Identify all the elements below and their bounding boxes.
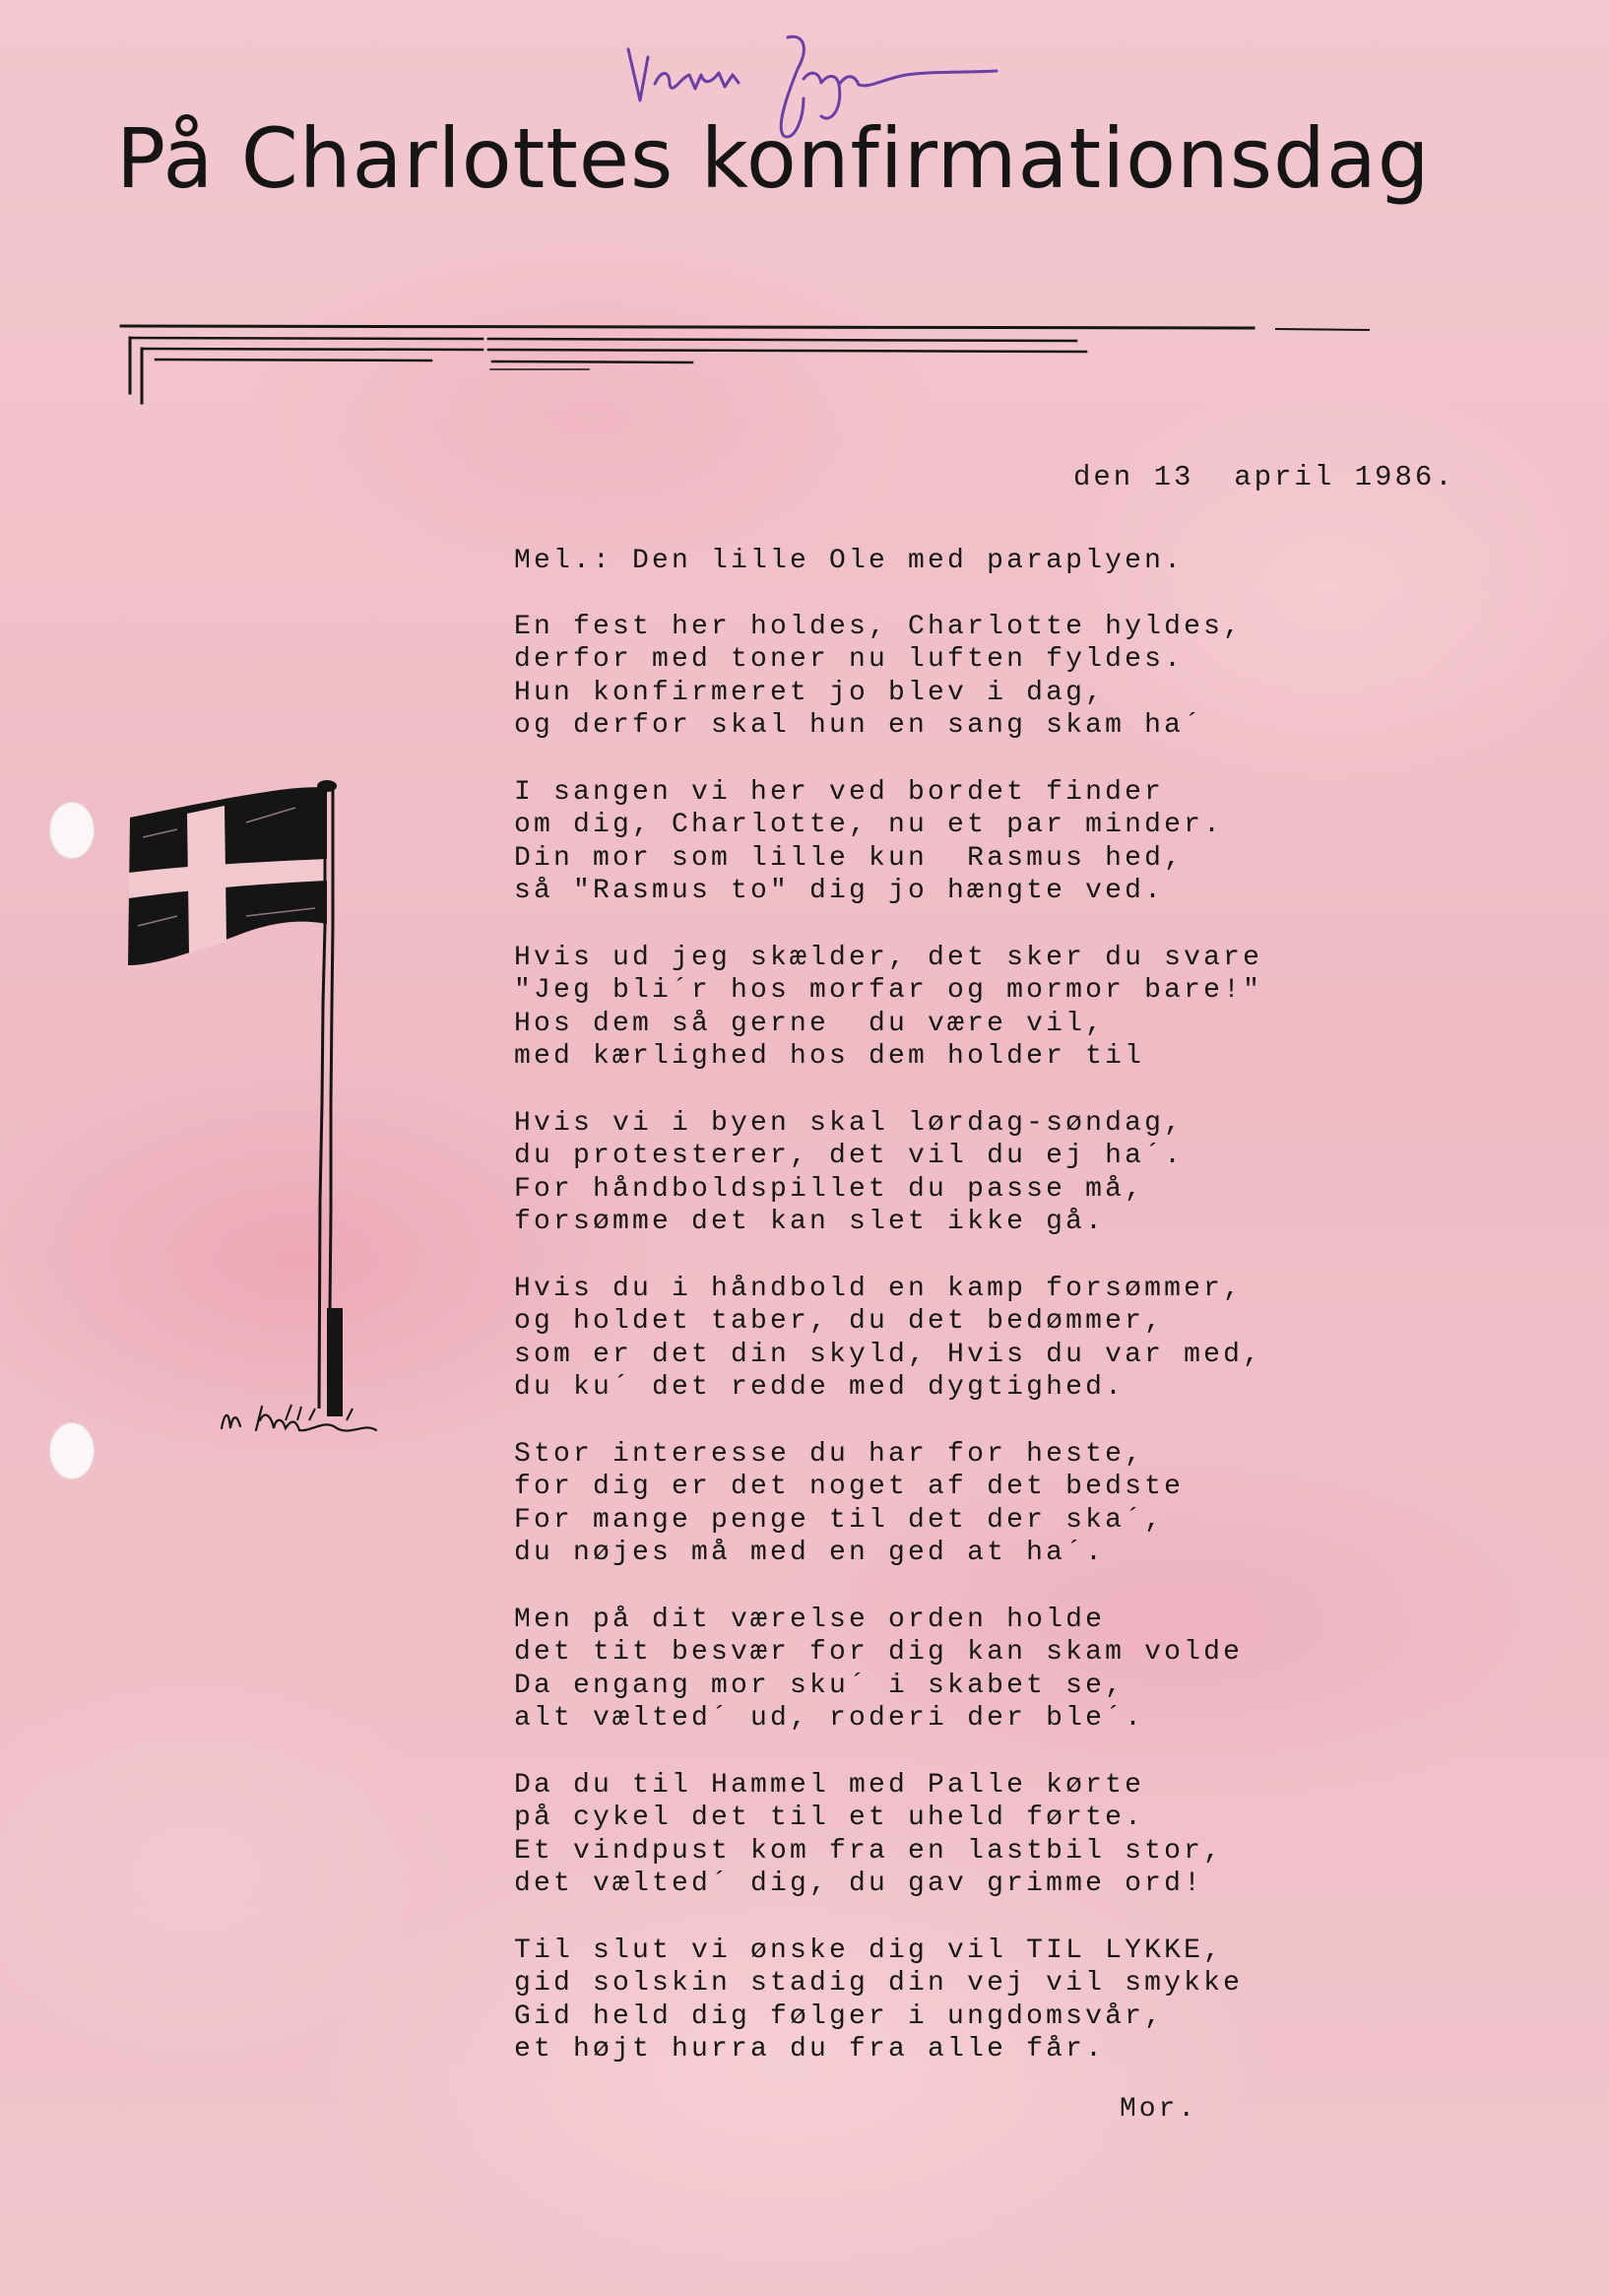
danish-flag-icon [118,778,433,1458]
poem-line: du nøjes må med en ged at ha´. [514,1538,1106,1568]
poem-line: Din mor som lille kun Rasmus hed, [514,842,1185,874]
stanza [514,1604,1302,1736]
poem-line: Et vindpust kom fra en lastbil stor, [514,1835,1224,1867]
poem-line: Hvis du i håndbold en kamp forsømmer, [514,1273,1244,1304]
poem-line: Da du til Hammel med Palle kørte [514,1769,1145,1801]
poem-line: Gid held dig følger i ungdomsvår, [514,2001,1165,2032]
stanza [514,942,1302,1074]
poem-line: du protesterer, det vil du ej ha´. [514,1141,1185,1171]
poem-line: "Jeg bli´r hos morfar og mormor bare!" [514,975,1263,1006]
poem-line: så "Rasmus to" dig jo hængte ved. [514,876,1165,906]
poem-line: En fest her holdes, Charlotte hyldes, [514,611,1244,642]
poem-line: gid solskin stadig din vej vil smykke [514,1968,1244,1999]
punch-hole-top [49,802,95,859]
poem-line: For håndboldspillet du passe må, [514,1173,1145,1205]
poem-line: For mange penge til det der ska´, [514,1504,1165,1536]
poem-line: forsømme det kan slet ikke gå. [514,1207,1106,1237]
poem-line: Hos dem så gerne du være vil, [514,1008,1106,1039]
stanza [514,1273,1302,1405]
document-title: På Charlottes konfirmationsdag [116,110,1431,207]
title-underline-decoration [116,320,1377,409]
poem-line: med kærlighed hos dem holder til [514,1041,1145,1072]
poem-line: det vælted´ dig, du gav grimme ord! [514,1869,1204,1899]
poem-line: alt vælted´ ud, roderi der ble´. [514,1703,1145,1734]
poem-line: derfor med toner nu luften fyldes. [514,644,1185,675]
poem-line: og derfor skal hun en sang skam ha´ [514,710,1204,741]
signoff: Mor. [1120,2094,1198,2125]
poem-line: for dig er det noget af det bedste [514,1472,1185,1502]
poem-line: som er det din skyld, Hvis du var med, [514,1339,1263,1370]
punch-hole-bottom [49,1422,95,1479]
stanza [514,776,1302,908]
stanza [514,1769,1302,1901]
poem-line: Men på dit værelse orden holde [514,1604,1106,1635]
date-line: den 13 april 1986. [1073,461,1455,493]
poem-line: I sangen vi her ved bordet finder [514,776,1165,808]
poem-line: Stor interesse du har for heste, [514,1438,1145,1470]
poem-line: Hvis ud jeg skælder, det sker du svare [514,942,1263,973]
poem-line: du ku´ det redde med dygtighed. [514,1372,1126,1403]
poem-line: et højt hurra du fra alle får. [514,2034,1106,2065]
poem-line: Hvis vi i byen skal lørdag-søndag, [514,1107,1185,1139]
poem-line: Til slut vi ønske dig vil TIL LYKKE, [514,1935,1224,1966]
poem-line: og holdet taber, du det bedømmer, [514,1306,1165,1337]
stanza [514,1935,1302,2066]
stanza [514,1107,1302,1239]
melody-line: Mel.: Den lille Ole med paraplyen. [514,546,1185,576]
poem-line: det tit besvær for dig kan skam volde [514,1637,1244,1668]
poem [514,545,1302,2100]
poem-line: om dig, Charlotte, nu et par minder. [514,810,1224,840]
stanza [514,611,1302,743]
poem-line: Da engang mor sku´ i skabet se, [514,1670,1126,1701]
stanza [514,1438,1302,1570]
poem-line: Hun konfirmeret jo blev i dag, [514,677,1106,708]
poem-line: på cykel det til et uheld førte. [514,1803,1145,1833]
